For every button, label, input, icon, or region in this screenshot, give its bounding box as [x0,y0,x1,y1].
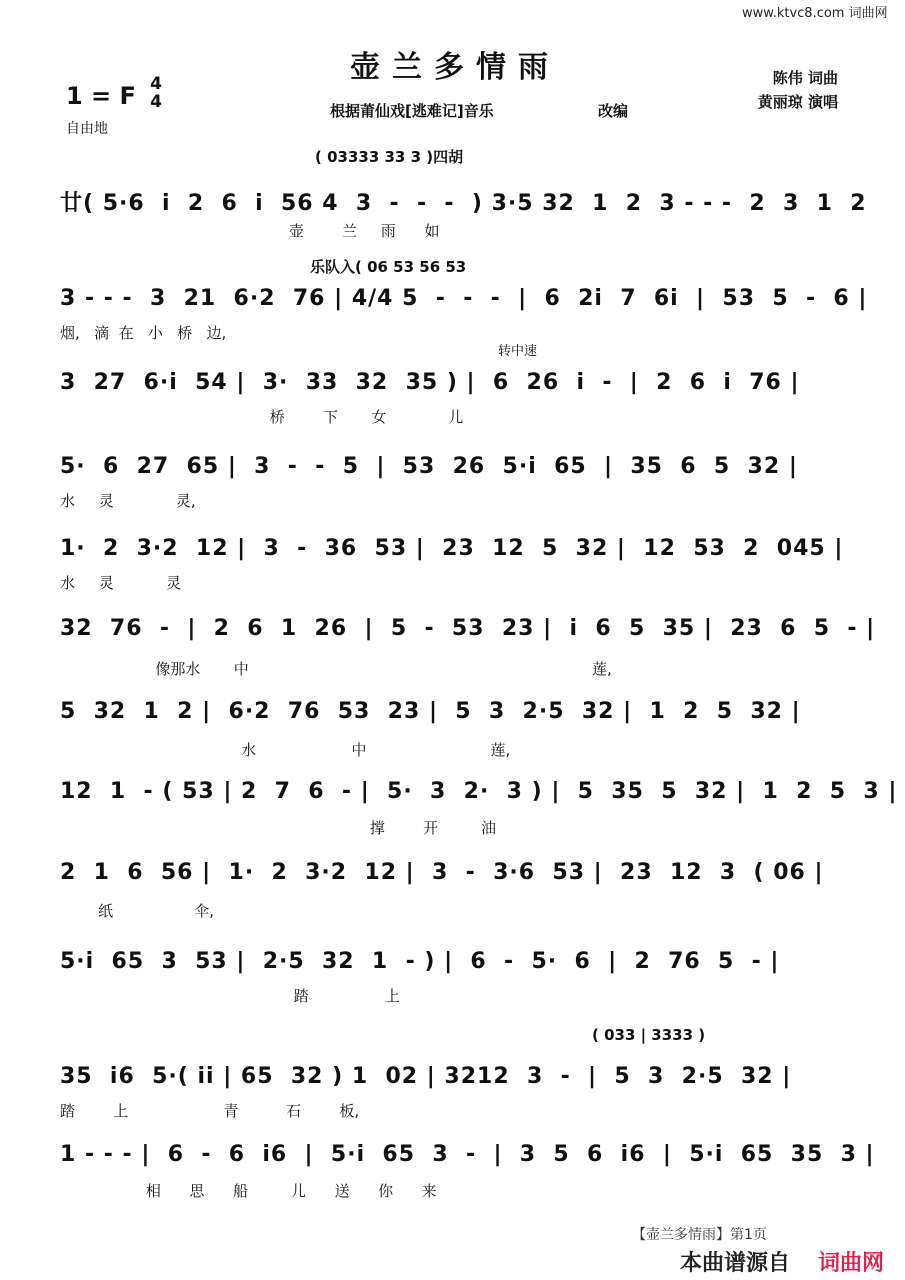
notation-line: 35 i6 5·( ii | 65 32 ) 1 02 | 3212 3 - | 5 3 2·5 32 | [60,1064,792,1089]
lyrics-line: 烟, 滴 在 小 桥 边, [60,324,227,342]
tempo-marking: 自由地 [66,121,108,137]
overlay-text: ( 03333 33 3 )四胡 [315,148,464,166]
notation-line: 1· 2 3·2 12 | 3 - 36 53 | 23 12 5 32 | 12 53 2 045 | [60,536,844,561]
score-system-4 [60,432,850,510]
overlay-text: ( 033 | 3333 ) [592,1026,706,1044]
singer: 黄丽琼 演唱 [757,93,838,111]
notation-line: 廿( 5·6 i 2 6 i 56 4 3 - - - ) 3·5 32 1 2 3 - - - 2 3 1 2 [60,191,867,216]
score-system-12 [60,1130,875,1200]
overlay-text: 转中速 [498,344,538,359]
notation-line: 1 - - - | 6 - 6 i6 | 5·i 65 3 - | 3 5 6 i6 | 5·i 65 35 3 | [60,1142,875,1167]
lyrics-line: 水 中 莲, [60,741,511,759]
notation-line: 5·i 65 3 53 | 2·5 32 1 - ) | 6 - 5· 6 | 2 76 5 - | [60,949,780,974]
lyrics-line: 相 思 船 儿 送 你 来 [60,1182,437,1200]
page-label: 【壶兰多情雨】第1页 [632,1227,767,1243]
lyrics-line: 纸 伞, [60,902,214,920]
score-system-3 [60,340,850,426]
lyrics-line: 水 灵 灵 [60,574,182,592]
score-system-6 [60,600,876,678]
lyrics-line: 水 灵 灵, [60,492,196,510]
score-system-2 [60,252,868,342]
song-title: 壶兰多情雨 [350,50,560,85]
notation-line: 32 76 - | 2 6 1 26 | 5 - 53 23 | i 6 5 35 | 23 6 5 - | [60,616,876,641]
time-signature-bottom: 4 [150,92,162,112]
brand-logo-text: 词曲网 [818,1251,885,1276]
source-label: 本曲谱源自 [680,1251,791,1276]
time-signature [148,75,164,111]
score-system-9 [60,848,850,918]
score-system-7 [60,685,850,759]
notation-line: 5· 6 27 65 | 3 - - 5 | 53 26 5·i 65 | 35 6 5 32 | [60,454,798,479]
score-system-10 [60,935,850,1005]
watermark-url: www.ktvc8.com 词曲网 [742,6,888,21]
score-system-5 [60,518,850,592]
time-signature-top: 4 [150,74,162,94]
lyrics-line: 像那水 中 莲, [60,660,612,678]
subtitle: 根据莆仙戏[逃难记]音乐 [330,102,494,120]
score-system-8 [60,765,898,837]
notation-line: 3 27 6·i 54 | 3· 33 32 35 ) | 6 26 i - | 2 6 i 76 | [60,370,800,395]
notation-line: 3 - - - 3 21 6·2 76 | 4/4 5 - - - | 6 2i 7 6i | 53 5 - 6 | [60,286,868,311]
credits [718,66,838,114]
lyrics-line: 踏 上 [60,987,400,1005]
key-signature: 1 = F [66,82,136,110]
lyrics-line: 壶 兰 雨 如 [60,222,440,240]
notation-line: 2 1 6 56 | 1· 2 3·2 12 | 3 - 3·6 53 | 23 12 3 ( 06 | [60,860,824,885]
lyrics-line: 桥 下 女 儿 [60,408,464,426]
score-system-11 [60,1022,850,1120]
notation-line: 5 32 1 2 | 6·2 76 53 23 | 5 3 2·5 32 | 1 2 5 32 | [60,699,801,724]
adaptation-label: 改编 [598,102,629,120]
lyrics-line: 踏 上 青 石 板, [60,1102,360,1120]
lyricist-composer: 陈伟 词曲 [772,69,838,87]
overlay-text: 乐队入( 06 53 56 53 [310,258,467,276]
score-system-1 [60,148,867,240]
notation-line: 12 1 - ( 53 | 2 7 6 - | 5· 3 2· 3 ) | 5 35 5 32 | 1 2 5 3 | [60,779,898,804]
lyrics-line: 撑 开 油 [60,819,496,837]
